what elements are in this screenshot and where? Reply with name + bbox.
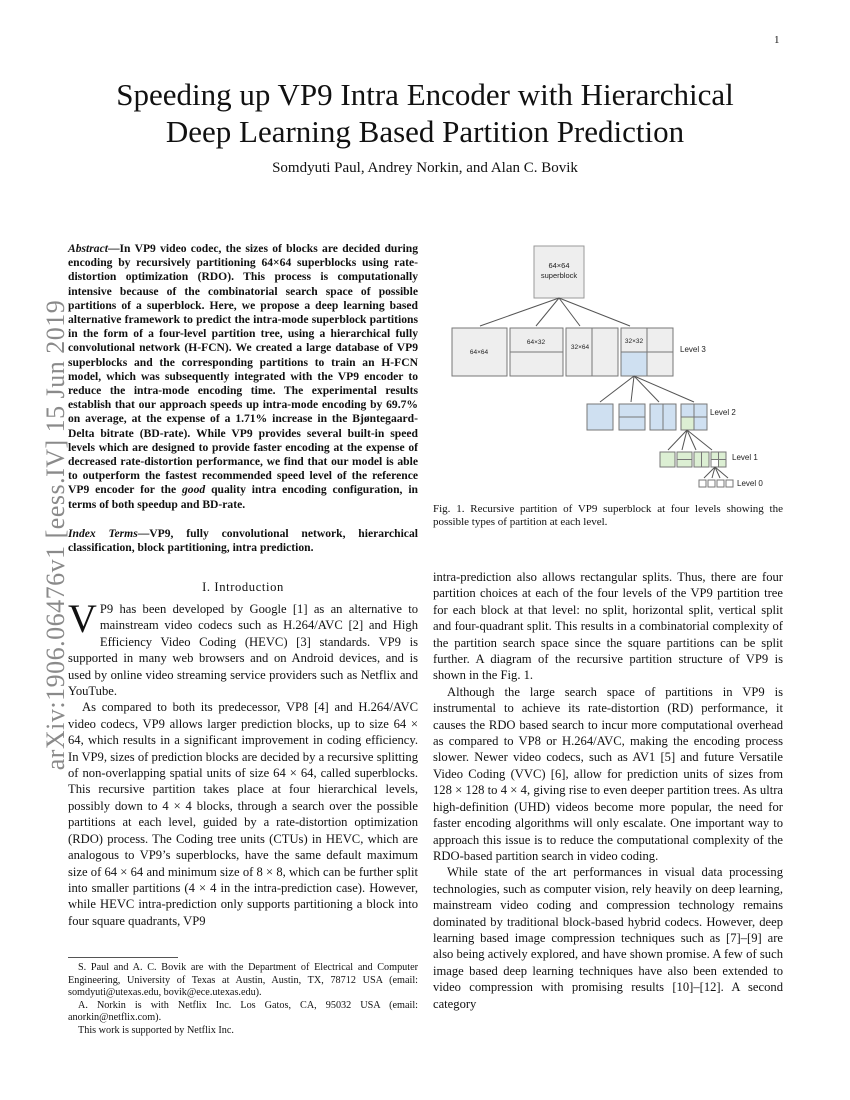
level0-block-2	[708, 480, 715, 487]
right-column-body	[433, 569, 783, 1012]
right-paragraph-3: While state of the art performances in visual data processing technologies, such as computer vision, rely heavily on deep learning, mainstream video coding and compression technology remains dominated by traditional block-based hybrid codecs. However, deep learning based image compression techniques such as [7]–[9] are also being actively explored, and have shown promise. A few of such image based deep learning techniques have also been extended to video compression with promising results [10]–[12]. A second category	[433, 865, 783, 1011]
level0-block-1	[699, 480, 706, 487]
level0-block-3	[717, 480, 724, 487]
introduction-body	[68, 596, 418, 929]
abstract-emphasis: good	[182, 483, 206, 497]
level2-arrows	[600, 376, 694, 402]
page-number: 1	[774, 34, 780, 46]
abstract-lead: Abstract	[68, 242, 108, 255]
level0-block-4	[726, 480, 733, 487]
right-paragraph-1: intra-prediction also allows rectangular splits. Thus, there are four partition choices at each of the four levels of the VP9 partition tree for each block at that level: no split, horizontal split, vertical split and four-quadrant split. This results in a combinatorial complexity of the partition search space since the square partitions can be split further. A diagram of the recursive partition structure of VP9 is shown in the Fig. 1.	[433, 570, 783, 683]
footnote-funding: This work is supported by Netflix Inc.	[78, 1024, 234, 1036]
level1-no-split	[660, 452, 675, 467]
footnotes	[68, 962, 418, 1038]
child-label-no-split: 64×64	[469, 349, 489, 356]
paper-title	[70, 76, 780, 150]
authors: Somdyuti Paul, Andrey Norkin, and Alan C. Bovik	[272, 160, 578, 176]
index-terms-body: —VP9, fully convolutional network, hierarchical classification, block partitioning, intra prediction.	[68, 527, 418, 555]
level2-no-split	[587, 404, 613, 430]
section-heading-introduction: I. Introduction	[202, 580, 284, 594]
level0-arrows	[704, 467, 728, 478]
level-0-label: Level 0	[737, 479, 763, 488]
intro-paragraph-1-text: P9 has been developed by Google [1] as an alternative to mainstream video codecs such as H.264/AVC [2] and High Efficiency Video Coding (HEVC) [3] standards. VP9 is supported in many web browsers and on Android devices, and is used by online video streaming service providers such as Netflix and YouTube.	[68, 602, 418, 699]
arxiv-identifier: arXiv:1906.06476v1 [eess.IV] 15 Jun 2019	[41, 299, 70, 771]
drop-cap: V	[68, 596, 97, 641]
root-label-size: 64×64	[548, 261, 570, 270]
footnote-affiliation-2: A. Norkin is with Netflix Inc. Los Gatos, CA, 95032 USA (email: anorkin@netflix.com).	[68, 999, 418, 1024]
root-arrows	[480, 298, 630, 326]
root-label-name: superblock	[540, 271, 578, 280]
level1-arrows	[668, 430, 712, 450]
child-label-horizontal: 64×32	[526, 339, 546, 346]
child-label-vertical: 32×64	[570, 344, 590, 351]
quad-highlight-block	[621, 352, 647, 376]
intro-paragraph-1	[68, 596, 418, 699]
partition-tree-diagram	[440, 238, 785, 500]
footnote-divider	[68, 957, 178, 958]
abstract-body-2: quality intra encoding configuration, in terms of both speedup and BD-rate.	[68, 483, 418, 511]
footnote-affiliation-1: S. Paul and A. C. Bovik are with the Department of Electrical and Computer Engineering, University of Texas at Austin, Austin, TX, 78712 USA (email: somdyuti@utexas.edu, bovik@ece.utexas.edu).	[68, 962, 418, 999]
index-terms-lead: Index Terms	[68, 527, 138, 540]
figure-caption: Fig. 1. Recursive partition of VP9 superblock at four levels showing the possible types of partition at each level.	[433, 503, 783, 529]
child-label-quad: 32×32	[624, 338, 644, 345]
level-2-label: Level 2	[710, 408, 736, 417]
intro-paragraph-2: As compared to both its predecessor, VP8 [4] and H.264/AVC video codecs, VP9 allows larger prediction blocks, up to size 64 × 64, which results in a significant improvement in coding efficiency. In VP9, sizes of prediction blocks are decided by a recursive splitting of non-overlapping spatial units of size 64 × 64, called superblocks. This recursive partition takes place at four hierarchical levels, possibly down to 4 × 4 blocks, through a search over the possible partitions at each level, guided by a rate-distortion optimization (RDO) process. The Coding tree units (CTUs) in HEVC, which are analogous to VP9’s superblocks, have the same default maximum size of 64 × 64 and minimum size of 8 × 8, which can be further split into smaller partitions (4 × 4 in the intra-prediction case). However, while HEVC intra-prediction only supports partitioning a block into four square quadrants, VP9	[68, 700, 418, 928]
level-1-label: Level 1	[732, 453, 758, 462]
right-paragraph-2: Although the large search space of partitions in VP9 is instrumental to achieve its rate-distortion (RD) performance, it causes the RDO based search to incur more computational overhead as compared to VP8 or H.264/AVC, making the encoding process slower. Newer video codecs, such as AV1 [5] and future Versatile Video Coding (VVC) [6], allow for prediction units of sizes from 128 × 128 to 4 × 4, giving rise to even deeper partition trees. As ultra high-definition (UHD) videos become more popular, the need for faster encoding algorithms will only escalate. One important way to approach this issue is to reduce the computational complexity of the RDO-based partition search in video coding.	[433, 684, 783, 863]
abstract-body-1: —In VP9 video codec, the sizes of blocks are decided during encoding by recursively partitioning 64×64 superblocks using rate-distortion optimization (RDO). This process is computationally intensive because of the combinatorial search space of possible partitions of a superblock. Here, we propose a deep learning based alternative framework to predict the intra-mode superblock partitions in the form of a four-level partition tree, using a hierarchical fully convolutional network (H-FCN). We created a large database of VP9 superblocks and the corresponding partitions to train an H-FCN model, which was subsequently integrated with the VP9 encoder to reduce the intra-mode encoding time. The experimental results establish that our approach speeds up intra-mode encoding by 69.7% on average, at the expense of a 1.71% increase in the Bjøntegaard-Delta bitrate (BD-rate). While VP9 provides several built-in speed levels which are designed to provide faster encoding at the expense of decreased rate-distortion performance, we find that our model is able to outperform the fastest recommended speed level of the reference VP9 encoder for the	[68, 242, 418, 497]
abstract	[68, 242, 418, 512]
title-line-1: Speeding up VP9 Intra Encoder with Hierarchical	[116, 77, 734, 112]
figure-partition-tree	[440, 238, 785, 500]
index-terms	[68, 527, 418, 555]
level-3-label: Level 3	[680, 345, 706, 354]
title-line-2: Deep Learning Based Partition Prediction	[165, 114, 685, 149]
